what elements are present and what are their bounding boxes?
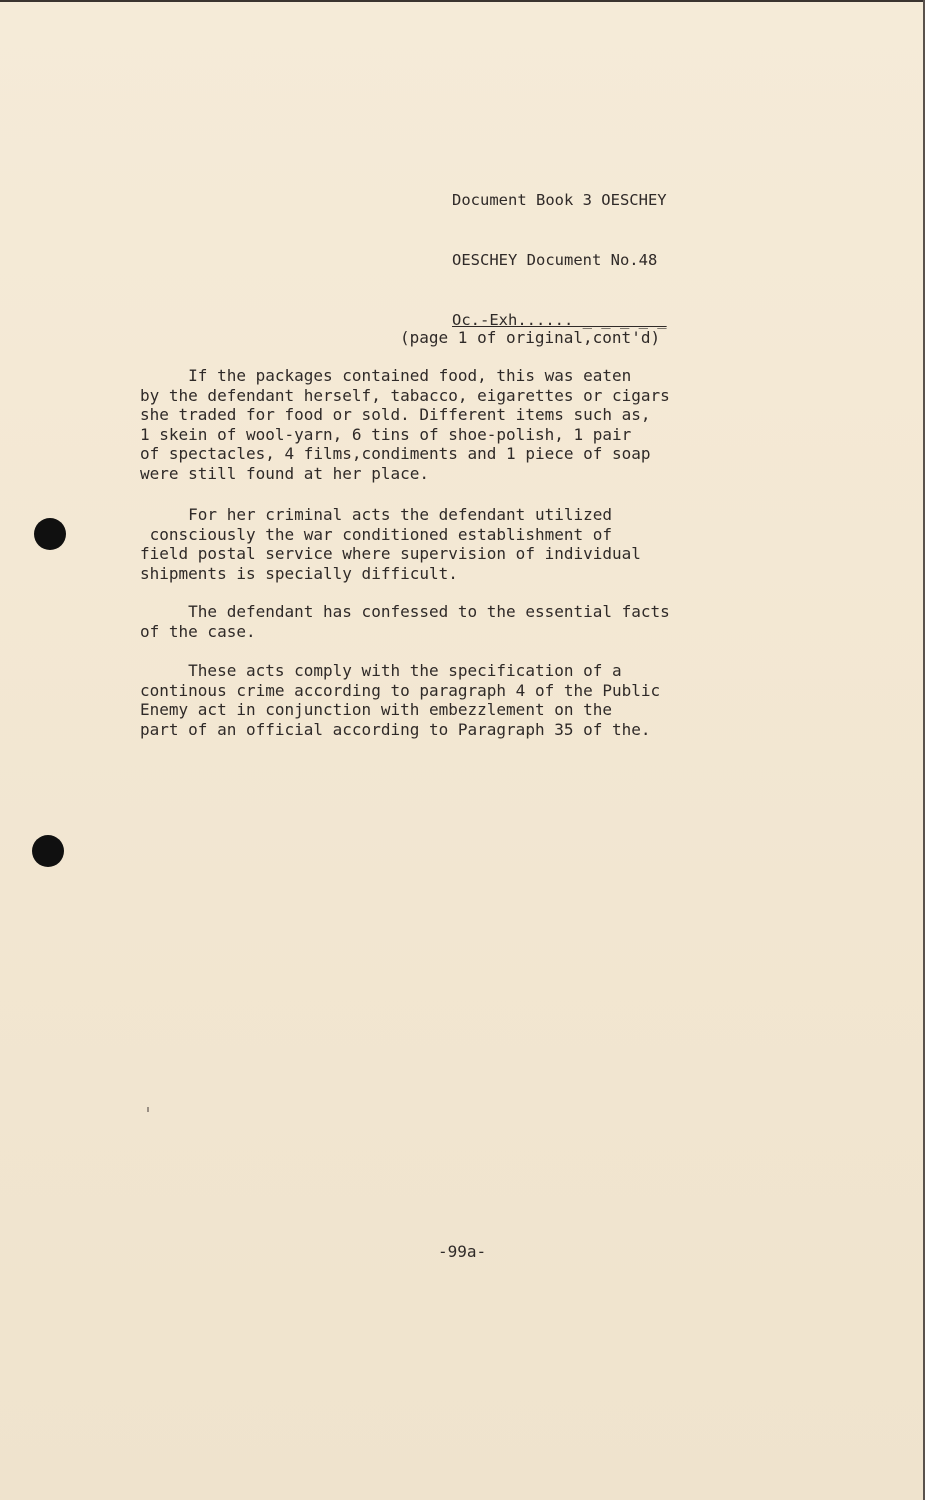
text-line: consciously the war conditioned establishment of <box>140 524 613 544</box>
header-book-line: Document Book 3 OESCHEY <box>452 191 667 209</box>
text-line: Enemy act in conjunction with embezzlement on the <box>140 700 613 720</box>
text-line: of the case. <box>140 621 256 641</box>
paragraph-2 <box>140 505 780 583</box>
text-line: For her criminal acts the defendant utilized <box>140 505 613 524</box>
text-line: If the packages contained food, this was eaten <box>140 366 632 385</box>
text-line: 1 skein of wool-yarn, 6 tins of shoe-polish, 1 pair <box>140 424 632 444</box>
text-line: she traded for food or sold. Different items such as, <box>140 405 651 425</box>
page-reference: (page 1 of original,cont'd) <box>400 328 661 347</box>
page-top-edge <box>0 0 925 2</box>
text-line: part of an official according to Paragraph 35 of the. <box>140 719 651 739</box>
page-number: -99a- <box>438 1242 487 1261</box>
paper-speck <box>147 1107 149 1112</box>
text-line: These acts comply with the specification of a <box>140 661 622 680</box>
header-document-number: OESCHEY Document No.48 <box>452 251 658 269</box>
text-line: shipments is specially difficult. <box>140 563 458 583</box>
text-line: field postal service where supervision of individual <box>140 544 641 564</box>
header-exhibit-line: Oc.-Exh...... _ _ _ _ _ <box>452 311 667 329</box>
text-line: of spectacles, 4 films,condiments and 1 piece of soap <box>140 444 651 464</box>
text-line: The defendant has confessed to the essential facts <box>140 602 670 621</box>
punch-hole <box>32 835 64 867</box>
text-line: by the defendant herself, tabacco, eigarettes or cigars <box>140 385 670 405</box>
text-line: were still found at her place. <box>140 463 429 483</box>
paragraph-4 <box>140 661 780 739</box>
paragraph-1 <box>140 366 780 484</box>
paragraph-3 <box>140 602 780 641</box>
punch-hole <box>34 518 66 550</box>
text-line: continous crime according to paragraph 4 of the Public <box>140 680 661 700</box>
